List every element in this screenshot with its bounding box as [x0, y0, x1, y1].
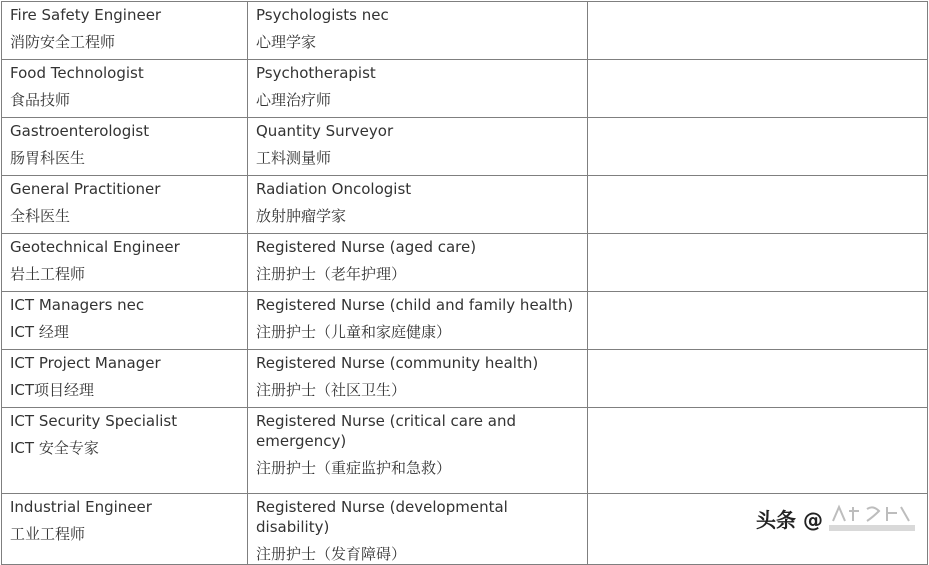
table-cell [2, 350, 248, 408]
table-cell [248, 60, 588, 118]
occupation-en: Geotechnical Engineer [10, 238, 180, 256]
occupation-zh: 工业工程师 [10, 525, 86, 543]
table-cell [248, 234, 588, 292]
table-cell [248, 494, 588, 565]
occupation-en: Registered Nurse (community health) [256, 354, 539, 372]
table-cell [2, 408, 248, 494]
table-cell [248, 176, 588, 234]
occupation-zh: 全科医生 [10, 207, 71, 225]
occupation-en: Registered Nurse (developmental disability) [256, 498, 508, 536]
occupation-en: Fire Safety Engineer [10, 6, 162, 24]
table-cell [248, 292, 588, 350]
empty-cell [588, 350, 928, 408]
occupation-en: Psychotherapist [256, 64, 376, 82]
occupation-en: Registered Nurse (aged care) [256, 238, 477, 256]
table-cell [2, 60, 248, 118]
occupation-zh: 注册护士（老年护理） [256, 265, 407, 283]
table-cell [2, 176, 248, 234]
occupation-table [1, 1, 928, 565]
occupation-zh: ICT 安全专家 [10, 439, 99, 457]
occupation-en: ICT Project Manager [10, 354, 161, 372]
occupation-zh: 肠胃科医生 [10, 149, 86, 167]
table-cell [2, 118, 248, 176]
occupation-en: ICT Managers nec [10, 296, 145, 314]
occupation-zh: 岩土工程师 [10, 265, 86, 283]
table-cell [248, 350, 588, 408]
occupation-en: Industrial Engineer [10, 498, 152, 516]
occupation-zh: 注册护士（社区卫生） [256, 381, 407, 399]
table-row [2, 2, 928, 60]
occupation-en: ICT Security Specialist [10, 412, 178, 430]
empty-cell [588, 292, 928, 350]
table-row [2, 408, 928, 494]
occupation-zh: 心理学家 [256, 33, 317, 51]
table-cell [2, 292, 248, 350]
table-cell [248, 118, 588, 176]
occupation-zh: 消防安全工程师 [10, 33, 116, 51]
watermark-logo [829, 503, 915, 533]
occupation-en: Quantity Surveyor [256, 122, 394, 140]
occupation-en: Registered Nurse (critical care and emergency) [256, 412, 517, 450]
table-row [2, 234, 928, 292]
occupation-en: Food Technologist [10, 64, 144, 82]
table-row [2, 292, 928, 350]
occupation-en: General Practitioner [10, 180, 161, 198]
table-cell [248, 408, 588, 494]
table-cell [2, 494, 248, 565]
occupation-en: Psychologists nec [256, 6, 389, 24]
watermark [756, 503, 915, 533]
table-row [2, 350, 928, 408]
table-row [2, 118, 928, 176]
table-row [2, 60, 928, 118]
empty-cell [588, 60, 928, 118]
occupation-en: Gastroenterologist [10, 122, 150, 140]
table-cell [248, 2, 588, 60]
occupation-zh: 注册护士（发育障碍） [256, 545, 407, 563]
occupation-en: Registered Nurse (child and family health) [256, 296, 574, 314]
empty-cell [588, 2, 928, 60]
table-row [2, 176, 928, 234]
empty-cell [588, 118, 928, 176]
occupation-zh: 注册护士（儿童和家庭健康） [256, 323, 452, 341]
empty-cell [588, 234, 928, 292]
occupation-zh: 心理治疗师 [256, 91, 332, 109]
watermark-text: 头条 @ [756, 508, 823, 532]
empty-cell [588, 408, 928, 494]
empty-cell [588, 176, 928, 234]
occupation-zh: ICT项目经理 [10, 381, 95, 399]
occupation-en: Radiation Oncologist [256, 180, 412, 198]
occupation-zh: 食品技师 [10, 91, 71, 109]
occupation-zh: 放射肿瘤学家 [256, 207, 347, 225]
occupation-zh: ICT 经理 [10, 323, 69, 341]
occupation-zh: 注册护士（重症监护和急救） [256, 459, 452, 477]
occupation-zh: 工料测量师 [256, 149, 332, 167]
table-cell [2, 2, 248, 60]
table-cell [2, 234, 248, 292]
